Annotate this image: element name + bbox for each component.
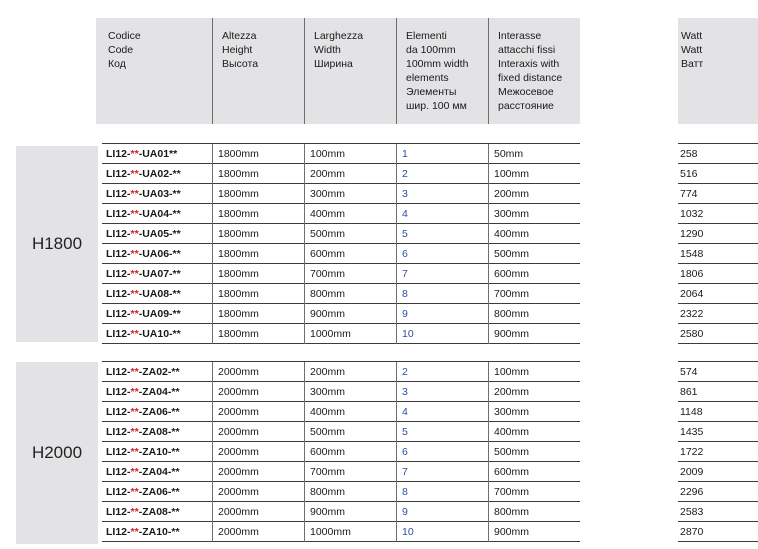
- watt-cell: 861: [680, 386, 698, 398]
- interaxis-cell: 500mm: [494, 248, 530, 260]
- header-interaxis-line: расстояние: [498, 100, 554, 112]
- product-code-suffix: -UA08-**: [138, 288, 181, 300]
- height-cell: 2000mm: [218, 526, 259, 538]
- product-code-cell: [100, 324, 212, 344]
- height-cell: 2000mm: [218, 406, 259, 418]
- interaxis-cell: 500mm: [494, 446, 530, 458]
- table-row: [100, 244, 580, 264]
- elements-cell: 4: [402, 208, 408, 220]
- column-divider: [396, 362, 397, 542]
- product-code-variant: **: [130, 328, 139, 340]
- watt-cell: 2322: [680, 308, 704, 320]
- row-divider: [102, 343, 580, 344]
- table-row: [100, 522, 580, 542]
- watt-cell: 1290: [680, 228, 704, 240]
- product-code-variant: **: [130, 506, 139, 518]
- header-watt: [678, 18, 758, 124]
- elements-cell: 4: [402, 406, 408, 418]
- product-code-variant: **: [130, 308, 139, 320]
- column-divider: [396, 144, 397, 344]
- header-elements: [396, 18, 488, 124]
- width-cell: 200mm: [310, 366, 346, 378]
- product-code-prefix: LI12-: [106, 406, 131, 418]
- header-elements-line: шир. 100 мм: [406, 100, 467, 112]
- interaxis-cell: 900mm: [494, 328, 530, 340]
- product-code-cell: [100, 244, 212, 264]
- product-code-variant: **: [130, 228, 139, 240]
- watt-cell: 2009: [680, 466, 704, 478]
- elements-cell: 2: [402, 168, 408, 180]
- product-code-variant: **: [130, 248, 139, 260]
- product-code-suffix: -ZA04-**: [138, 466, 180, 478]
- product-code-cell: [100, 442, 212, 462]
- table-row: [100, 482, 580, 502]
- width-cell: 700mm: [310, 466, 346, 478]
- row-divider: [678, 343, 758, 344]
- group-label-h1800: H1800: [16, 146, 98, 342]
- width-cell: 200mm: [310, 168, 346, 180]
- product-code-suffix: -UA10-**: [138, 328, 181, 340]
- height-cell: 1800mm: [218, 288, 259, 300]
- interaxis-cell: 300mm: [494, 406, 530, 418]
- width-cell: 600mm: [310, 446, 346, 458]
- header-watt-line: Ватт: [681, 58, 704, 70]
- product-code-variant: **: [130, 386, 139, 398]
- product-code-suffix: -ZA02-**: [138, 366, 180, 378]
- product-code-variant: **: [130, 446, 139, 458]
- elements-cell: 6: [402, 248, 408, 260]
- elements-cell: 9: [402, 308, 408, 320]
- elements-cell: 5: [402, 228, 408, 240]
- elements-cell: 10: [402, 526, 414, 538]
- height-cell: 2000mm: [218, 486, 259, 498]
- product-code-prefix: LI12-: [106, 328, 131, 340]
- product-code-variant: **: [130, 208, 139, 220]
- watt-cell: 1032: [680, 208, 704, 220]
- header-code: [98, 18, 212, 124]
- elements-cell: 1: [402, 148, 408, 160]
- product-code-cell: [100, 462, 212, 482]
- interaxis-cell: 900mm: [494, 526, 530, 538]
- product-code-variant: **: [130, 168, 139, 180]
- watt-cell: 2580: [680, 328, 704, 340]
- width-cell: 700mm: [310, 268, 346, 280]
- product-code-cell: [100, 482, 212, 502]
- product-code-variant: **: [130, 406, 139, 418]
- header-code-line: Code: [108, 44, 134, 56]
- header-elements-line: Элементы: [406, 86, 457, 98]
- header-interaxis-line: Interasse: [498, 30, 542, 42]
- table-row: [100, 224, 580, 244]
- row-divider: [102, 541, 580, 542]
- product-code-suffix: -ZA08-**: [138, 506, 180, 518]
- column-divider: [212, 362, 213, 542]
- header-width: [304, 18, 396, 124]
- header-height-line: Height: [222, 44, 253, 56]
- table-row: [100, 382, 580, 402]
- header-elements-line: 100mm width: [406, 58, 469, 70]
- width-cell: 400mm: [310, 208, 346, 220]
- product-code-variant: **: [130, 426, 139, 438]
- elements-cell: 8: [402, 288, 408, 300]
- product-code-suffix: -UA06-**: [138, 248, 181, 260]
- header-elements-line: Elementi: [406, 30, 447, 42]
- interaxis-cell: 400mm: [494, 426, 530, 438]
- header-height-line: Высота: [222, 58, 259, 70]
- interaxis-cell: 700mm: [494, 486, 530, 498]
- header-height: [212, 18, 304, 124]
- width-cell: 600mm: [310, 248, 346, 260]
- height-cell: 2000mm: [218, 366, 259, 378]
- product-code-prefix: LI12-: [106, 446, 131, 458]
- column-divider: [488, 362, 489, 542]
- watt-cell: 1548: [680, 248, 704, 260]
- width-cell: 900mm: [310, 308, 346, 320]
- product-code-suffix: -ZA06-**: [138, 406, 180, 418]
- width-cell: 400mm: [310, 406, 346, 418]
- header-interaxis: [488, 18, 580, 124]
- interaxis-cell: 600mm: [494, 268, 530, 280]
- group-top-divider: [678, 361, 758, 362]
- height-cell: 1800mm: [218, 188, 259, 200]
- product-code-variant: **: [130, 288, 139, 300]
- height-cell: 1800mm: [218, 228, 259, 240]
- header-code-line: Код: [108, 58, 126, 70]
- product-code-prefix: LI12-: [106, 386, 131, 398]
- header-watt-line: Watt: [681, 44, 703, 56]
- product-code-cell: [100, 204, 212, 224]
- product-code-prefix: LI12-: [106, 288, 131, 300]
- column-divider: [488, 144, 489, 344]
- width-cell: 300mm: [310, 386, 346, 398]
- product-code-variant: **: [130, 526, 139, 538]
- product-code-prefix: LI12-: [106, 506, 131, 518]
- table-row: [100, 442, 580, 462]
- height-cell: 1800mm: [218, 148, 259, 160]
- elements-cell: 2: [402, 366, 408, 378]
- table-row: [100, 284, 580, 304]
- table-row: [100, 164, 580, 184]
- interaxis-cell: 100mm: [494, 366, 530, 378]
- interaxis-cell: 800mm: [494, 506, 530, 518]
- header-code-line: Codice: [108, 30, 141, 42]
- table-row: [100, 402, 580, 422]
- watt-cell: 258: [680, 148, 698, 160]
- product-code-suffix: -ZA06-**: [138, 486, 180, 498]
- interaxis-cell: 200mm: [494, 188, 530, 200]
- table-row: [100, 184, 580, 204]
- product-code-cell: [100, 362, 212, 382]
- watt-cell: 2583: [680, 506, 704, 518]
- header-watt-line: Watt: [681, 30, 703, 42]
- product-code-variant: **: [130, 486, 139, 498]
- width-cell: 300mm: [310, 188, 346, 200]
- product-code-cell: [100, 522, 212, 542]
- product-code-prefix: LI12-: [106, 228, 131, 240]
- header-interaxis-line: attacchi fissi: [498, 44, 556, 56]
- width-cell: 1000mm: [310, 328, 351, 340]
- header-divider: [304, 18, 305, 124]
- table-row: [100, 264, 580, 284]
- header-interaxis-line: Interaxis with: [498, 58, 560, 70]
- width-cell: 800mm: [310, 486, 346, 498]
- watt-cell: 1722: [680, 446, 704, 458]
- header-elements-line: elements: [406, 72, 449, 84]
- header-divider: [212, 18, 213, 124]
- product-code-cell: [100, 422, 212, 442]
- interaxis-cell: 700mm: [494, 288, 530, 300]
- header-interaxis-line: Межосевое: [498, 86, 554, 98]
- header-divider: [488, 18, 489, 124]
- width-cell: 800mm: [310, 288, 346, 300]
- product-code-variant: **: [130, 366, 139, 378]
- header-width-line: Ширина: [314, 58, 353, 70]
- header-divider: [396, 18, 397, 124]
- product-code-suffix: -ZA10-**: [138, 526, 180, 538]
- height-cell: 1800mm: [218, 308, 259, 320]
- height-cell: 2000mm: [218, 426, 259, 438]
- width-cell: 900mm: [310, 506, 346, 518]
- product-code-cell: [100, 284, 212, 304]
- product-code-prefix: LI12-: [106, 148, 131, 160]
- height-cell: 1800mm: [218, 208, 259, 220]
- interaxis-cell: 50mm: [494, 148, 524, 160]
- column-divider: [304, 362, 305, 542]
- product-code-prefix: LI12-: [106, 308, 131, 320]
- product-code-prefix: LI12-: [106, 268, 131, 280]
- product-code-suffix: -UA09-**: [138, 308, 181, 320]
- product-code-cell: [100, 402, 212, 422]
- product-code-prefix: LI12-: [106, 526, 131, 538]
- height-cell: 2000mm: [218, 446, 259, 458]
- interaxis-cell: 800mm: [494, 308, 530, 320]
- product-code-prefix: LI12-: [106, 366, 131, 378]
- group-label-h2000: H2000: [16, 362, 98, 544]
- product-code-prefix: LI12-: [106, 486, 131, 498]
- product-code-prefix: LI12-: [106, 248, 131, 260]
- watt-cell: 1806: [680, 268, 704, 280]
- product-code-cell: [100, 184, 212, 204]
- height-cell: 2000mm: [218, 466, 259, 478]
- interaxis-cell: 400mm: [494, 228, 530, 240]
- column-divider: [304, 144, 305, 344]
- elements-cell: 3: [402, 188, 408, 200]
- interaxis-cell: 300mm: [494, 208, 530, 220]
- width-cell: 500mm: [310, 426, 346, 438]
- product-code-suffix: -UA03-**: [138, 188, 181, 200]
- product-code-cell: [100, 144, 212, 164]
- table-row: [100, 324, 580, 344]
- group-top-divider: [678, 143, 758, 144]
- table-row: [100, 362, 580, 382]
- product-code-suffix: -UA05-**: [138, 228, 181, 240]
- product-code-variant: **: [130, 148, 139, 160]
- elements-cell: 10: [402, 328, 414, 340]
- product-code-prefix: LI12-: [106, 168, 131, 180]
- width-cell: 100mm: [310, 148, 346, 160]
- product-code-suffix: -UA04-**: [138, 208, 181, 220]
- product-code-suffix: -UA07-**: [138, 268, 181, 280]
- product-code-variant: **: [130, 188, 139, 200]
- watt-cell: 2870: [680, 526, 704, 538]
- elements-cell: 8: [402, 486, 408, 498]
- watt-cell: 2296: [680, 486, 704, 498]
- product-code-cell: [100, 382, 212, 402]
- table-row: [100, 144, 580, 164]
- table-row: [100, 422, 580, 442]
- watt-cell: 2064: [680, 288, 704, 300]
- table-row: [100, 304, 580, 324]
- height-cell: 1800mm: [218, 248, 259, 260]
- height-cell: 2000mm: [218, 506, 259, 518]
- product-code-cell: [100, 224, 212, 244]
- elements-cell: 3: [402, 386, 408, 398]
- product-code-prefix: LI12-: [106, 208, 131, 220]
- group-top-divider: [102, 361, 580, 362]
- product-code-cell: [100, 502, 212, 522]
- product-code-prefix: LI12-: [106, 188, 131, 200]
- product-code-suffix: -ZA04-**: [138, 386, 180, 398]
- product-code-cell: [100, 264, 212, 284]
- watt-cell: 516: [680, 168, 698, 180]
- table-row: [100, 204, 580, 224]
- header-height-line: Altezza: [222, 30, 257, 42]
- product-code-suffix: -UA02-**: [138, 168, 181, 180]
- watt-cell: 774: [680, 188, 698, 200]
- row-divider: [678, 541, 758, 542]
- elements-cell: 5: [402, 426, 408, 438]
- watt-cell: 574: [680, 366, 698, 378]
- group-top-divider: [102, 143, 580, 144]
- product-code-cell: [100, 304, 212, 324]
- product-code-prefix: LI12-: [106, 426, 131, 438]
- product-code-variant: **: [130, 466, 139, 478]
- height-cell: 1800mm: [218, 268, 259, 280]
- width-cell: 500mm: [310, 228, 346, 240]
- interaxis-cell: 100mm: [494, 168, 530, 180]
- product-code-suffix: -ZA08-**: [138, 426, 180, 438]
- column-divider: [212, 144, 213, 344]
- header-interaxis-line: fixed distance: [498, 72, 563, 84]
- product-code-suffix: -ZA10-**: [138, 446, 180, 458]
- interaxis-cell: 600mm: [494, 466, 530, 478]
- header-elements-line: da 100mm: [406, 44, 456, 56]
- watt-cell: 1435: [680, 426, 704, 438]
- table-row: [100, 502, 580, 522]
- height-cell: 1800mm: [218, 328, 259, 340]
- elements-cell: 7: [402, 466, 408, 478]
- width-cell: 1000mm: [310, 526, 351, 538]
- elements-cell: 6: [402, 446, 408, 458]
- product-code-suffix: -UA01**: [138, 148, 178, 160]
- product-code-variant: **: [130, 268, 139, 280]
- product-code-cell: [100, 164, 212, 184]
- header-width-line: Larghezza: [314, 30, 364, 42]
- elements-cell: 9: [402, 506, 408, 518]
- height-cell: 2000mm: [218, 386, 259, 398]
- elements-cell: 7: [402, 268, 408, 280]
- header-width-line: Width: [314, 44, 341, 56]
- height-cell: 1800mm: [218, 168, 259, 180]
- interaxis-cell: 200mm: [494, 386, 530, 398]
- product-code-prefix: LI12-: [106, 466, 131, 478]
- table-row: [100, 462, 580, 482]
- watt-cell: 1148: [680, 406, 703, 418]
